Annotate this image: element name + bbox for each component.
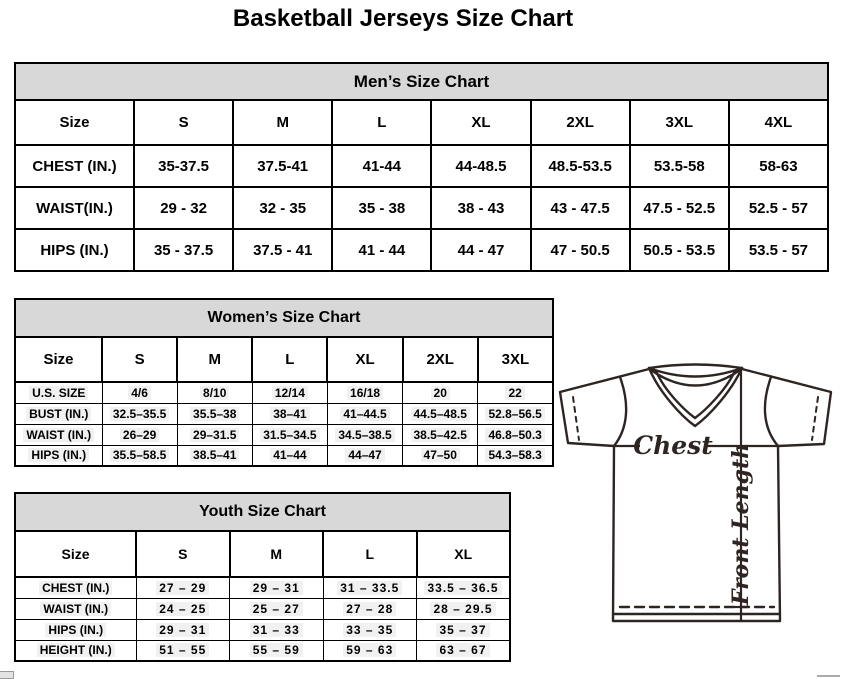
size-value-cell: 32 - 35 xyxy=(233,187,332,229)
size-value-cell: 12/14 xyxy=(252,382,327,403)
size-value-cell: 34.5–38.5 xyxy=(327,424,402,445)
youth-size-table xyxy=(14,492,511,662)
row-label: HIPS (IN.) xyxy=(15,229,134,271)
size-value-cell: 31 – 33.5 xyxy=(323,577,417,598)
size-value-cell: 41–44.5 xyxy=(327,403,402,424)
horizontal-scrollbar-fragment-right[interactable] xyxy=(817,675,840,677)
jersey-outline xyxy=(560,365,831,622)
size-value-cell: 44 - 47 xyxy=(431,229,530,271)
row-label: BUST (IN.) xyxy=(15,403,102,424)
table-row xyxy=(15,598,510,619)
column-header: M xyxy=(230,531,324,577)
size-value-cell: 27 – 29 xyxy=(136,577,230,598)
size-value-cell: 35 - 38 xyxy=(332,187,431,229)
size-value-cell: 35-37.5 xyxy=(134,145,233,187)
column-header: M xyxy=(233,100,332,145)
size-value-cell: 31 – 33 xyxy=(230,619,324,640)
column-header: XL xyxy=(431,100,530,145)
size-value-cell: 35 – 37 xyxy=(417,619,511,640)
table-row xyxy=(15,145,828,187)
size-value-cell: 43 - 47.5 xyxy=(531,187,630,229)
page-title: Basketball Jerseys Size Chart xyxy=(232,5,574,32)
horizontal-scrollbar-fragment-left[interactable] xyxy=(0,671,14,679)
size-value-cell: 48.5-53.5 xyxy=(531,145,630,187)
table-row xyxy=(15,424,553,445)
table-row xyxy=(15,403,553,424)
size-value-cell: 44-48.5 xyxy=(431,145,530,187)
size-value-cell: 35 - 37.5 xyxy=(134,229,233,271)
column-header: L xyxy=(332,100,431,145)
youth-table-title: Youth Size Chart xyxy=(15,493,510,531)
size-value-cell: 32.5–35.5 xyxy=(102,403,177,424)
size-value-cell: 47 - 50.5 xyxy=(531,229,630,271)
table-row xyxy=(15,382,553,403)
column-header: 2XL xyxy=(531,100,630,145)
table-title-row xyxy=(15,493,510,531)
size-value-cell: 47–50 xyxy=(403,445,478,466)
column-header: 3XL xyxy=(478,337,553,382)
table-row xyxy=(15,619,510,640)
size-value-cell: 28 – 29.5 xyxy=(417,598,511,619)
column-header-row xyxy=(15,337,553,382)
size-value-cell: 38 - 43 xyxy=(431,187,530,229)
size-value-cell: 41–44 xyxy=(252,445,327,466)
size-value-cell: 24 – 25 xyxy=(136,598,230,619)
row-label: CHEST (IN.) xyxy=(15,145,134,187)
column-header: L xyxy=(252,337,327,382)
size-value-cell: 37.5-41 xyxy=(233,145,332,187)
size-value-cell: 44.5–48.5 xyxy=(403,403,478,424)
jersey-measurement-diagram xyxy=(552,358,840,630)
row-label: WAIST (IN.) xyxy=(15,424,102,445)
size-value-cell: 51 – 55 xyxy=(136,640,230,661)
size-value-cell: 41 - 44 xyxy=(332,229,431,271)
size-value-cell: 8/10 xyxy=(177,382,252,403)
size-value-cell: 63 – 67 xyxy=(417,640,511,661)
left-cuff-dashed-seam xyxy=(573,397,579,440)
column-header: L xyxy=(323,531,417,577)
row-label: HEIGHT (IN.) xyxy=(15,640,136,661)
left-armhole-seam xyxy=(614,377,626,446)
column-header: 3XL xyxy=(630,100,729,145)
size-value-cell: 53.5-58 xyxy=(630,145,729,187)
size-value-cell: 31.5–34.5 xyxy=(252,424,327,445)
size-value-cell: 25 – 27 xyxy=(230,598,324,619)
size-value-cell: 35.5–38 xyxy=(177,403,252,424)
column-header: S xyxy=(102,337,177,382)
column-header: XL xyxy=(417,531,511,577)
size-value-cell: 4/6 xyxy=(102,382,177,403)
row-label: HIPS (IN.) xyxy=(15,445,102,466)
column-header: Size xyxy=(15,531,136,577)
womens-table-title: Women’s Size Chart xyxy=(15,299,553,337)
table-title-row xyxy=(15,63,828,100)
row-label: WAIST (IN.) xyxy=(15,598,136,619)
size-value-cell: 41-44 xyxy=(332,145,431,187)
size-value-cell: 29–31.5 xyxy=(177,424,252,445)
table-row xyxy=(15,229,828,271)
row-label: CHEST (IN.) xyxy=(15,577,136,598)
size-value-cell: 58-63 xyxy=(729,145,828,187)
column-header: 2XL xyxy=(403,337,478,382)
size-value-cell: 26–29 xyxy=(102,424,177,445)
size-value-cell: 55 – 59 xyxy=(230,640,324,661)
size-value-cell: 33.5 – 36.5 xyxy=(417,577,511,598)
size-value-cell: 38–41 xyxy=(252,403,327,424)
column-header: Size xyxy=(15,100,134,145)
table-row xyxy=(15,640,510,661)
collar-back-arc-1 xyxy=(649,368,742,377)
mens-table-title: Men’s Size Chart xyxy=(15,63,828,100)
size-value-cell: 38.5–42.5 xyxy=(403,424,478,445)
size-value-cell: 50.5 - 53.5 xyxy=(630,229,729,271)
collar-top-edge xyxy=(649,365,742,369)
front-length-label: Front Length xyxy=(728,442,754,606)
size-value-cell: 35.5–58.5 xyxy=(102,445,177,466)
column-header: M xyxy=(177,337,252,382)
size-value-cell: 22 xyxy=(478,382,553,403)
row-label: HIPS (IN.) xyxy=(15,619,136,640)
chest-label: Chest xyxy=(633,431,713,460)
size-value-cell: 16/18 xyxy=(327,382,402,403)
table-title-row xyxy=(15,299,553,337)
diagram-labels xyxy=(633,431,754,606)
size-value-cell: 33 – 35 xyxy=(323,619,417,640)
size-value-cell: 29 – 31 xyxy=(136,619,230,640)
size-value-cell: 20 xyxy=(403,382,478,403)
column-header: S xyxy=(134,100,233,145)
size-value-cell: 29 – 31 xyxy=(230,577,324,598)
size-value-cell: 38.5–41 xyxy=(177,445,252,466)
table-row xyxy=(15,577,510,598)
column-header: Size xyxy=(15,337,102,382)
size-value-cell: 44–47 xyxy=(327,445,402,466)
vneck-inner xyxy=(656,371,735,418)
column-header-row xyxy=(15,531,510,577)
size-value-cell: 52.8–56.5 xyxy=(478,403,553,424)
size-value-cell: 46.8–50.3 xyxy=(478,424,553,445)
row-label: U.S. SIZE xyxy=(15,382,102,403)
womens-size-table xyxy=(14,298,554,467)
size-value-cell: 27 – 28 xyxy=(323,598,417,619)
table-row xyxy=(15,187,828,229)
size-value-cell: 29 - 32 xyxy=(134,187,233,229)
size-value-cell: 47.5 - 52.5 xyxy=(630,187,729,229)
size-value-cell: 53.5 - 57 xyxy=(729,229,828,271)
column-header: 4XL xyxy=(729,100,828,145)
right-armhole-seam xyxy=(765,377,778,446)
jersey-body xyxy=(613,446,780,621)
column-header-row xyxy=(15,100,828,145)
table-row xyxy=(15,445,553,466)
column-header: XL xyxy=(327,337,402,382)
size-value-cell: 37.5 - 41 xyxy=(233,229,332,271)
row-label: WAIST(IN.) xyxy=(15,187,134,229)
right-sleeve xyxy=(742,369,831,446)
column-header: S xyxy=(136,531,230,577)
size-value-cell: 54.3–58.3 xyxy=(478,445,553,466)
right-cuff-dashed-seam xyxy=(812,397,818,440)
measurement-lines xyxy=(614,368,779,621)
mens-size-table xyxy=(14,62,829,272)
size-value-cell: 59 – 63 xyxy=(323,640,417,661)
size-value-cell: 52.5 - 57 xyxy=(729,187,828,229)
